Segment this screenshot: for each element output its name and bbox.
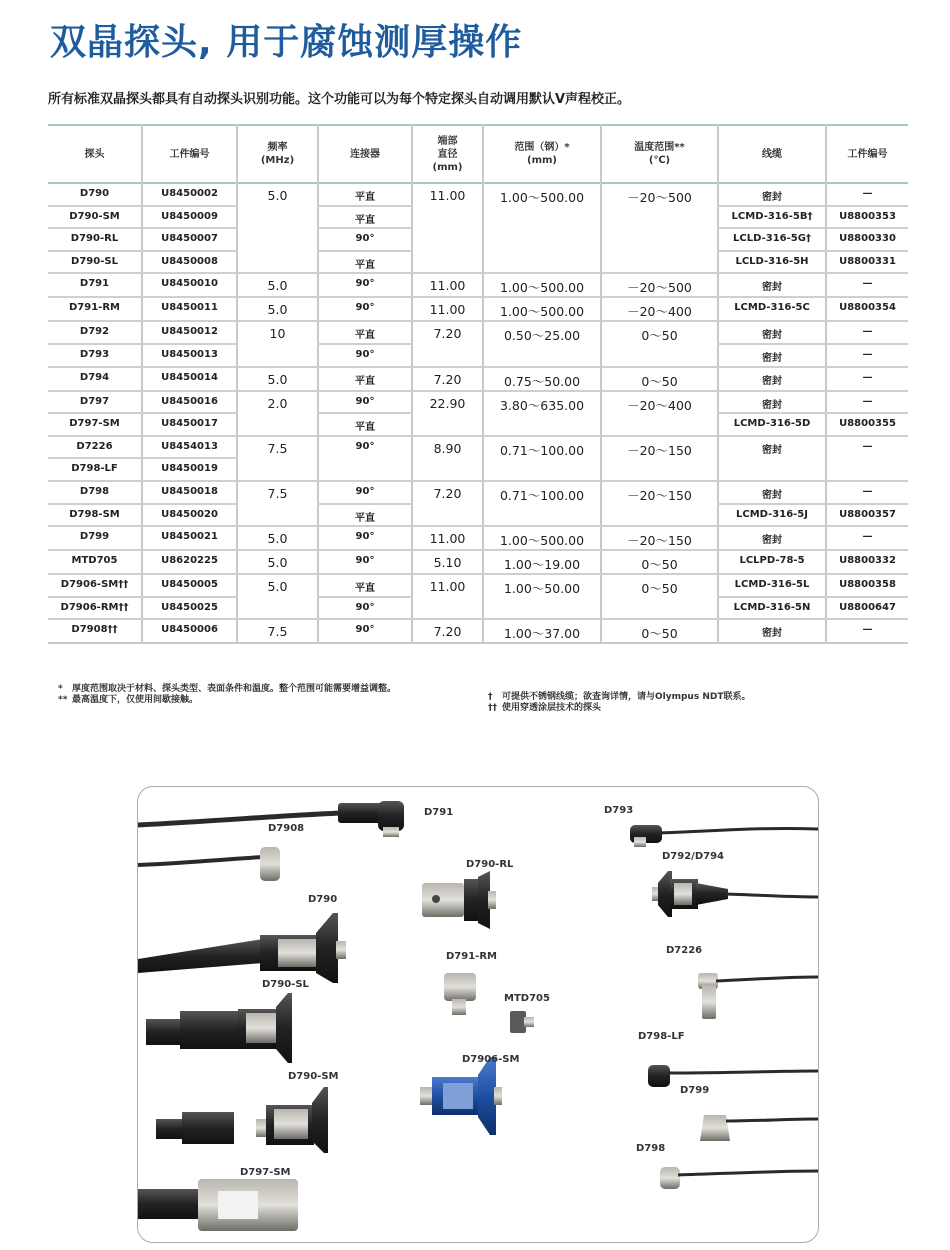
diameter-cell: 11.00 [412,297,483,321]
probe-cell: D794 [48,367,142,391]
temperature-cell: －20～150 [601,526,718,550]
cable-part-number-cell: — [826,436,908,481]
probe-d792-d794 [652,871,818,917]
cable-cell: LCMD-316-5N [718,597,826,620]
table-row [48,574,908,597]
photo-label-d790: D790 [308,894,338,905]
frequency-cell: 5.0 [237,574,318,619]
probe-cell: D7908†† [48,619,142,643]
probe-cell: D791-RM [48,297,142,321]
part-number-cell: U8450018 [142,481,237,504]
table-row [48,367,908,391]
column-header: 端部 直径 (mm) [412,125,483,183]
cable-cell: 密封 [718,321,826,344]
cable-part-number-cell: U8800331 [826,251,908,274]
diameter-cell: 8.90 [412,436,483,481]
range-cell: 1.00～500.00 [483,183,601,273]
cable-part-number-cell: — [826,344,908,367]
cable-cell: 密封 [718,183,826,206]
cable-part-number-cell: — [826,183,908,206]
temperature-cell: 0～50 [601,550,718,574]
cable-cell: 密封 [718,344,826,367]
probe-spec-table [48,124,908,644]
footnote-mark: † [488,692,493,702]
range-cell: 1.00～50.00 [483,574,601,619]
frequency-cell: 5.0 [237,367,318,391]
diameter-cell: 7.20 [412,619,483,643]
cable-part-number-cell: U8800358 [826,574,908,597]
range-cell: 0.71～100.00 [483,481,601,526]
table-row [48,297,908,321]
probe-d798-lf [648,1065,818,1087]
cable-cell: 密封 [718,526,826,550]
part-number-cell: U8450002 [142,183,237,206]
cable-part-number-cell: — [826,367,908,391]
temperature-cell: －20～400 [601,297,718,321]
footnote-text: 最高温度下，仅使用间歇接触。 [72,695,199,705]
footnote-mark: ** [58,695,68,705]
photo-label-d790-sm: D790-SM [288,1071,339,1082]
probe-d799 [700,1115,818,1141]
cable-cell: LCMD-316-5L [718,574,826,597]
temperature-cell: －20～150 [601,481,718,526]
range-cell: 0.50～25.00 [483,321,601,366]
frequency-cell: 5.0 [237,550,318,574]
frequency-cell: 7.5 [237,619,318,643]
photo-label-d790-sl: D790-SL [262,979,309,990]
probe-cell: D798-LF [48,458,142,481]
part-number-cell: U8450016 [142,391,237,414]
cable-part-number-cell: U8800330 [826,228,908,251]
table-row [48,183,908,206]
table-row [48,526,908,550]
column-header: 探头 [84,148,105,160]
cable-cell: LCMD-316-5B† [718,206,826,229]
cable-cell: 密封 [718,481,826,504]
diameter-cell: 11.00 [412,574,483,619]
photo-label-d791: D791 [424,807,454,818]
cable-part-number-cell: U8800647 [826,597,908,620]
photo-label-d799: D799 [680,1085,710,1096]
probe-d790-sm [156,1087,328,1153]
cable-cell: LCMD-316-5J [718,504,826,527]
cable-part-number-cell: U8800357 [826,504,908,527]
part-number-cell: U8450013 [142,344,237,367]
cable-cell: 密封 [718,619,826,643]
range-cell: 1.00～500.00 [483,273,601,297]
footnote-thru-coat [488,703,908,714]
connector-cell: 平直 [318,574,412,597]
part-number-cell: U8620225 [142,550,237,574]
connector-cell: 平直 [318,321,412,344]
probe-cell: D790-SM [48,206,142,229]
footnote-thickness [58,684,478,695]
column-header: 工件编号 [826,125,908,183]
photo-label-d792-d794: D792/D794 [662,851,725,862]
footnotes-right [488,692,908,714]
probe-cell: D7226 [48,436,142,459]
cable-cell: LCLD-316-5G† [718,228,826,251]
photo-label-d793: D793 [604,805,634,816]
photo-label-d7906-sm: D7906-SM [462,1054,520,1065]
connector-cell: 90° [318,436,412,481]
table-body [48,183,908,643]
photo-label-d7908: D7908 [268,823,305,834]
frequency-cell: 5.0 [237,526,318,550]
connector-cell: 90° [318,550,412,574]
cable-part-number-cell: — [826,481,908,504]
probe-cell: D793 [48,344,142,367]
temperature-cell: 0～50 [601,321,718,366]
diameter-cell: 11.00 [412,526,483,550]
part-number-cell: U8450006 [142,619,237,643]
cable-part-number-cell: — [826,526,908,550]
temperature-cell: 0～50 [601,619,718,643]
cable-cell: 密封 [718,273,826,297]
probe-d790-rl [422,871,496,929]
cable-part-number-cell: U8800353 [826,206,908,229]
connector-cell: 90° [318,297,412,321]
probe-cell: D792 [48,321,142,344]
range-cell: 1.00～500.00 [483,526,601,550]
part-number-cell: U8450014 [142,367,237,391]
photo-label-d791-rm: D791-RM [446,951,497,962]
photo-label-mtd705: MTD705 [504,993,550,1004]
column-header: 工件编号 [142,125,237,183]
probe-cell: D798-SM [48,504,142,527]
footnote-text: 使用穿透涂层技术的探头 [502,703,602,713]
photo-label-d798-lf: D798-LF [638,1031,685,1042]
cable-cell: 密封 [718,391,826,414]
part-number-cell: U8450017 [142,413,237,436]
diameter-cell: 11.00 [412,273,483,297]
cable-cell: LCLPD-78-5 [718,550,826,574]
footnote-stainless-cable [488,692,908,703]
range-cell: 1.00～37.00 [483,619,601,643]
cable-part-number-cell: — [826,321,908,344]
cable-part-number-cell: — [826,391,908,414]
connector-cell: 平直 [318,183,412,206]
cable-cell: 密封 [718,367,826,391]
diameter-cell: 5.10 [412,550,483,574]
part-number-cell: U8450012 [142,321,237,344]
frequency-cell: 7.5 [237,436,318,481]
column-header: 线缆 [718,125,826,183]
probe-cell: D790-SL [48,251,142,274]
probe-cell: D798 [48,481,142,504]
footnote-temperature [58,695,478,706]
frequency-cell: 2.0 [237,391,318,436]
probe-d790-sl [146,993,292,1063]
footnote-mark: * [58,684,63,694]
part-number-cell: U8450025 [142,597,237,620]
cable-part-number-cell: U8800355 [826,413,908,436]
photo-label-d797-sm: D797-SM [240,1167,291,1178]
table-row [48,619,908,643]
table-row [48,436,908,459]
range-cell: 1.00～500.00 [483,297,601,321]
part-number-cell: U8450010 [142,273,237,297]
probe-d797-sm [138,1179,298,1231]
cable-part-number-cell: — [826,619,908,643]
part-number-cell: U8450008 [142,251,237,274]
probe-d7908 [138,847,280,881]
diameter-cell: 7.20 [412,367,483,391]
probe-cell: D791 [48,273,142,297]
column-header: 范围（钢）* (mm) [483,125,601,183]
part-number-cell: U8450007 [142,228,237,251]
probe-d798 [660,1167,818,1189]
frequency-cell: 5.0 [237,297,318,321]
diameter-cell: 11.00 [412,183,483,273]
frequency-cell: 10 [237,321,318,366]
probe-d791-rm [444,973,476,1015]
probe-cell: D799 [48,526,142,550]
column-header: 温度范围** (℃) [601,125,718,183]
probe-d790 [138,913,346,983]
connector-cell: 90° [318,228,412,251]
temperature-cell: －20～500 [601,183,718,273]
probe-photo-panel [137,786,819,1243]
diameter-cell: 7.20 [412,321,483,366]
cable-part-number-cell: — [826,273,908,297]
footnote-text: 厚度范围取决于材料、探头类型、表面条件和温度。整个范围可能需要增益调整。 [72,684,397,694]
photo-label-d798: D798 [636,1143,666,1154]
table-header-row [48,125,908,183]
connector-cell: 平直 [318,251,412,274]
column-header: 连接器 [318,125,412,183]
probe-cell: D7906-SM†† [48,574,142,597]
footnote-mark: †† [488,703,497,713]
cable-cell: LCMD-316-5C [718,297,826,321]
part-number-cell: U8450005 [142,574,237,597]
probe-cell: D797 [48,391,142,414]
connector-cell: 平直 [318,367,412,391]
probe-mtd705 [510,1011,534,1033]
table-row [48,391,908,414]
temperature-cell: －20～400 [601,391,718,436]
column-header: 频率 (MHz) [237,125,318,183]
connector-cell: 90° [318,391,412,414]
frequency-cell: 7.5 [237,481,318,526]
probe-d793 [630,825,818,847]
range-cell: 1.00～19.00 [483,550,601,574]
temperature-cell: －20～500 [601,273,718,297]
connector-cell: 90° [318,526,412,550]
connector-cell: 90° [318,273,412,297]
connector-cell: 平直 [318,504,412,527]
intro-text: 所有标准双晶探头都具有自动探头识别功能。这个功能可以为每个特定探头自动调用默认V声程校正。 [48,92,631,107]
temperature-cell: 0～50 [601,574,718,619]
temperature-cell: －20～150 [601,436,718,481]
cable-cell: LCLD-316-5H [718,251,826,274]
part-number-cell: U8450011 [142,297,237,321]
table-row [48,321,908,344]
part-number-cell: U8450021 [142,526,237,550]
connector-cell: 90° [318,481,412,504]
table-row [48,481,908,504]
part-number-cell: U8450019 [142,458,237,481]
probe-cell: D797-SM [48,413,142,436]
probe-cell: D790 [48,183,142,206]
footnote-text: 可提供不锈钢线缆；欲查询详情，请与Olympus NDT联系。 [502,692,751,702]
connector-cell: 90° [318,619,412,643]
range-cell: 0.71～100.00 [483,436,601,481]
frequency-cell: 5.0 [237,273,318,297]
part-number-cell: U8450009 [142,206,237,229]
connector-cell: 平直 [318,206,412,229]
probe-d7226 [698,973,818,1019]
connector-cell: 90° [318,597,412,620]
frequency-cell: 5.0 [237,183,318,273]
connector-cell: 90° [318,344,412,367]
cable-cell: 密封 [718,436,826,481]
cable-part-number-cell: U8800354 [826,297,908,321]
range-cell: 0.75～50.00 [483,367,601,391]
table-row [48,273,908,297]
range-cell: 3.80～635.00 [483,391,601,436]
table-row [48,550,908,574]
probe-d7906-sm [420,1057,502,1135]
part-number-cell: U8454013 [142,436,237,459]
photo-label-d790-rl: D790-RL [466,859,514,870]
page-title: 双晶探头, 用于腐蚀测厚操作 [50,22,523,63]
connector-cell: 平直 [318,413,412,436]
cable-cell: LCMD-316-5D [718,413,826,436]
photo-label-d7226: D7226 [666,945,703,956]
diameter-cell: 22.90 [412,391,483,436]
probe-cell: D790-RL [48,228,142,251]
footnotes-left [58,684,478,706]
probe-cell: MTD705 [48,550,142,574]
temperature-cell: 0～50 [601,367,718,391]
part-number-cell: U8450020 [142,504,237,527]
cable-part-number-cell: U8800332 [826,550,908,574]
probe-cell: D7906-RM†† [48,597,142,620]
diameter-cell: 7.20 [412,481,483,526]
